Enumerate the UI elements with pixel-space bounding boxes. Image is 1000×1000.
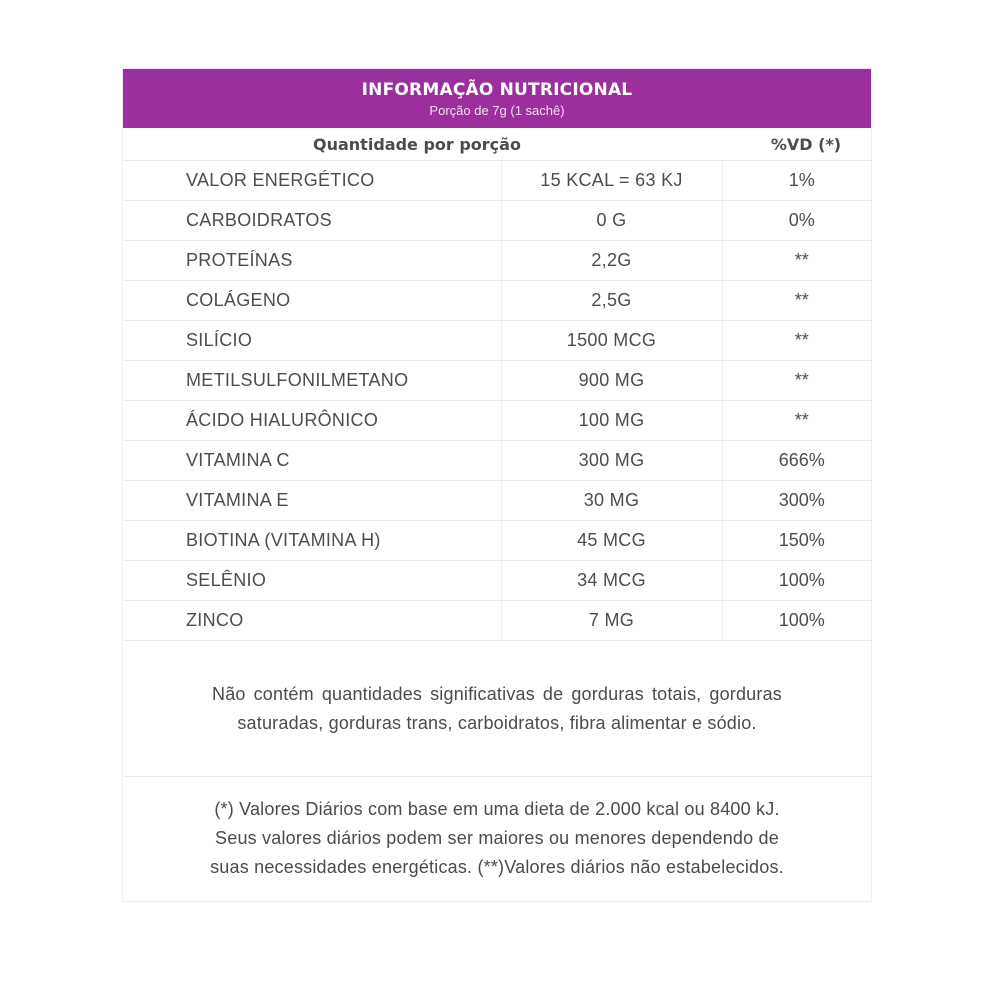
nutrient-vd: ** <box>722 361 871 401</box>
nutrient-vd: ** <box>722 281 871 321</box>
nutrient-name: SELÊNIO <box>123 561 501 601</box>
nutrient-name: SILÍCIO <box>123 321 501 361</box>
table-header-row <box>123 128 871 161</box>
table-row <box>123 281 871 321</box>
nutrient-name: PROTEÍNAS <box>123 241 501 281</box>
nutrition-header <box>123 69 871 128</box>
nutrient-amount: 34 MCG <box>501 561 722 601</box>
nutrient-vd: 100% <box>722 601 871 641</box>
nutrient-name: VITAMINA E <box>123 481 501 521</box>
nutrient-name: METILSULFONILMETANO <box>123 361 501 401</box>
nutrient-amount: 100 MG <box>501 401 722 441</box>
footnote-line: suas necessidades energéticas. (**)Valores diários não estabelecidos. <box>210 857 784 877</box>
table-row <box>123 401 871 441</box>
table-row <box>123 441 871 481</box>
nutrient-name: ZINCO <box>123 601 501 641</box>
nutrient-name: BIOTINA (VITAMINA H) <box>123 521 501 561</box>
nutrient-amount: 2,5G <box>501 281 722 321</box>
nutrient-amount: 300 MG <box>501 441 722 481</box>
nutrient-vd: 300% <box>722 481 871 521</box>
table-row <box>123 601 871 641</box>
nutrient-vd: ** <box>722 401 871 441</box>
footnote-line: (*) Valores Diários com base em uma dieta de 2.000 kcal ou 8400 kJ. <box>214 799 780 819</box>
nutrient-vd: 100% <box>722 561 871 601</box>
nutrient-amount: 2,2G <box>501 241 722 281</box>
table-row <box>123 521 871 561</box>
nutrient-name: VITAMINA C <box>123 441 501 481</box>
nutrient-vd: ** <box>722 321 871 361</box>
table-row <box>123 321 871 361</box>
nutrient-name: VALOR ENERGÉTICO <box>123 161 501 201</box>
nutrition-facts-panel <box>122 68 872 902</box>
table-row <box>123 481 871 521</box>
nutrient-amount: 1500 MCG <box>501 321 722 361</box>
nutrient-amount: 15 KCAL = 63 KJ <box>501 161 722 201</box>
nutrient-vd: 1% <box>722 161 871 201</box>
nutrient-vd: 666% <box>722 441 871 481</box>
nutrient-name: ÁCIDO HIALURÔNICO <box>123 401 501 441</box>
nutrition-title: INFORMAÇÃO NUTRICIONAL <box>361 79 633 100</box>
footnote-line: Seus valores diários podem ser maiores ou menores dependendo de <box>215 828 779 848</box>
nutrition-table <box>123 128 871 641</box>
table-row <box>123 241 871 281</box>
table-row <box>123 201 871 241</box>
nutrient-vd: ** <box>722 241 871 281</box>
footnote <box>123 777 871 882</box>
nutrient-amount: 30 MG <box>501 481 722 521</box>
table-row <box>123 161 871 201</box>
vd-column-header: %VD (*) <box>722 128 871 161</box>
nutrient-name: CARBOIDRATOS <box>123 201 501 241</box>
quantity-column-header: Quantidade por porção <box>123 128 722 161</box>
nutrient-name: COLÁGENO <box>123 281 501 321</box>
table-row <box>123 361 871 401</box>
nutrient-vd: 0% <box>722 201 871 241</box>
table-row <box>123 561 871 601</box>
nutrient-amount: 900 MG <box>501 361 722 401</box>
nutrient-amount: 45 MCG <box>501 521 722 561</box>
nutrient-amount: 7 MG <box>501 601 722 641</box>
serving-size: Porção de 7g (1 sachê) <box>429 102 565 118</box>
note-text: Não contém quantidades significativas de gorduras totais, gorduras saturadas, gorduras trans, carboidratos, fibra alimentar e sódio. <box>212 683 782 733</box>
nutrient-amount: 0 G <box>501 201 722 241</box>
nutrient-vd: 150% <box>722 521 871 561</box>
not-significant-note <box>123 641 871 777</box>
